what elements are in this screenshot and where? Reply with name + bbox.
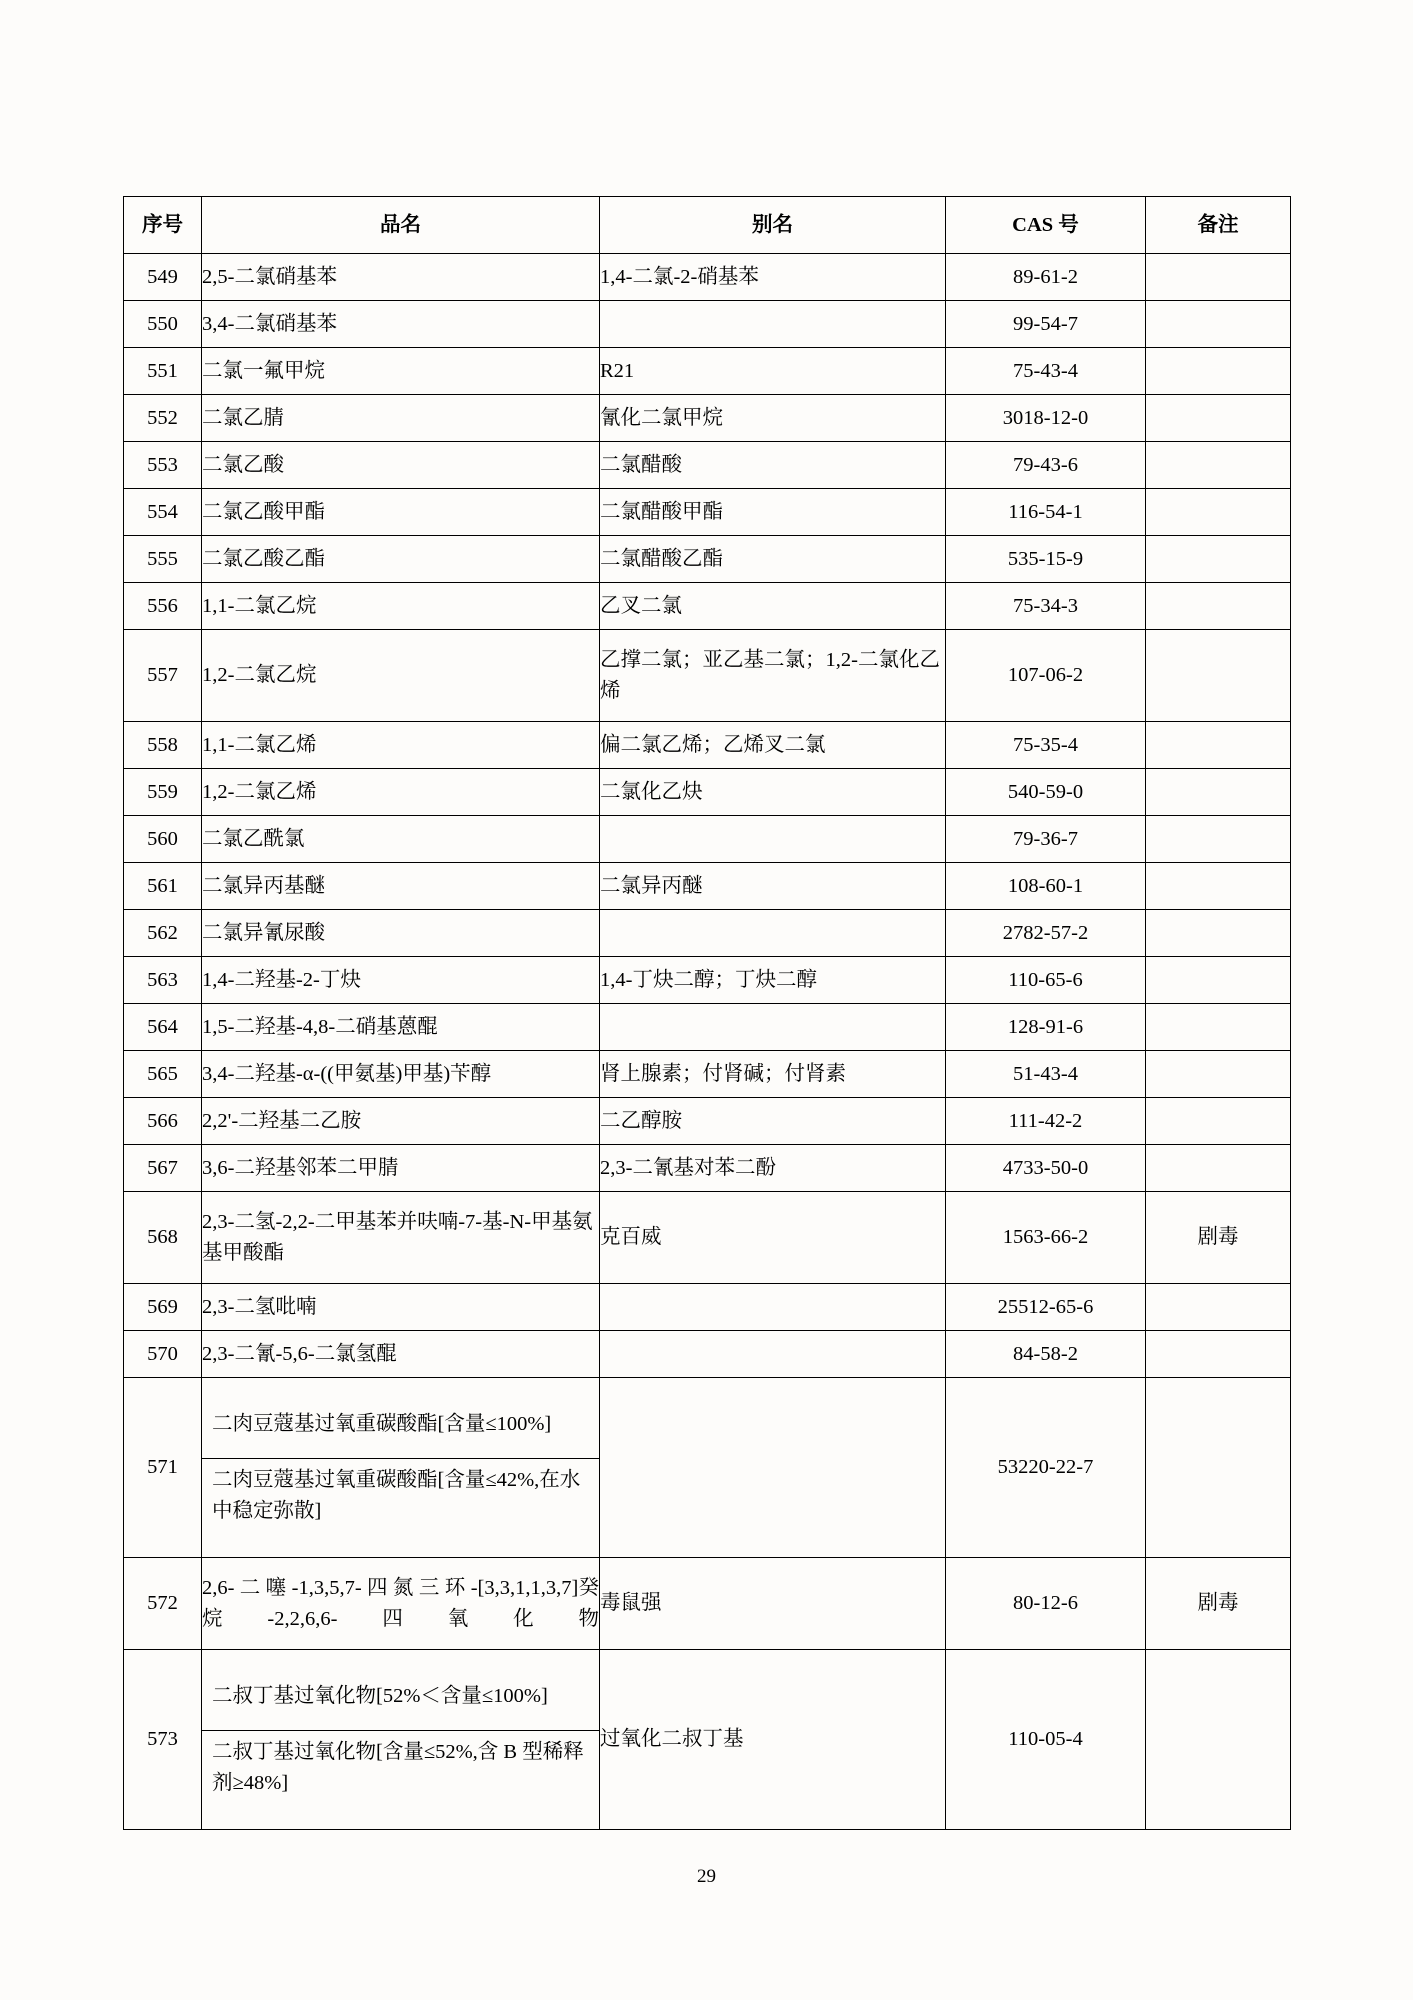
cell-alias (600, 1284, 946, 1331)
cell-note (1146, 348, 1291, 395)
cell-cas: 75-35-4 (946, 722, 1146, 769)
cell-name: 1,1-二氯乙烯 (202, 722, 600, 769)
cell-cas: 75-34-3 (946, 583, 1146, 630)
cell-note (1146, 489, 1291, 536)
cell-alias: 二乙醇胺 (600, 1098, 946, 1145)
table-row (124, 1192, 1291, 1284)
cell-cas: 80-12-6 (946, 1558, 1146, 1650)
table-row (124, 863, 1291, 910)
cell-no: 550 (124, 301, 202, 348)
cell-name: 二氯异氰尿酸 (202, 910, 600, 957)
table-row (124, 583, 1291, 630)
cell-name: 二氯乙酸 (202, 442, 600, 489)
cell-note (1146, 583, 1291, 630)
cell-note (1146, 1145, 1291, 1192)
cell-name: 1,2-二氯乙烷 (202, 630, 600, 722)
table-row (124, 630, 1291, 722)
table-header-row (124, 197, 1291, 254)
cell-note (1146, 769, 1291, 816)
column-header-name: 品名 (202, 197, 600, 254)
cell-name (202, 1650, 600, 1830)
cell-cas: 4733-50-0 (946, 1145, 1146, 1192)
cell-alias: 克百威 (600, 1192, 946, 1284)
cell-note (1146, 1098, 1291, 1145)
cell-note (1146, 442, 1291, 489)
column-header-no: 序号 (124, 197, 202, 254)
cell-no: 555 (124, 536, 202, 583)
cell-no: 558 (124, 722, 202, 769)
cell-cas: 51-43-4 (946, 1051, 1146, 1098)
cell-note (1146, 630, 1291, 722)
cell-no: 552 (124, 395, 202, 442)
cell-alias: 氰化二氯甲烷 (600, 395, 946, 442)
table-row (124, 957, 1291, 1004)
cell-alias: 二氯醋酸乙酯 (600, 536, 946, 583)
cell-alias (600, 910, 946, 957)
cell-cas: 540-59-0 (946, 769, 1146, 816)
cell-name-part: 二肉豆蔻基过氧重碳酸酯[含量≤100%] (202, 1403, 599, 1459)
cell-alias (600, 1004, 946, 1051)
table-row (124, 816, 1291, 863)
table-row (124, 254, 1291, 301)
cell-alias: 1,4-二氯-2-硝基苯 (600, 254, 946, 301)
cell-no: 551 (124, 348, 202, 395)
table-row (124, 442, 1291, 489)
table-row (124, 1051, 1291, 1098)
cell-name: 3,6-二羟基邻苯二甲腈 (202, 1145, 600, 1192)
table-row (124, 1098, 1291, 1145)
cell-name: 3,4-二羟基-α-((甲氨基)甲基)苄醇 (202, 1051, 600, 1098)
table-row (124, 722, 1291, 769)
cell-note (1146, 1331, 1291, 1378)
cell-note (1146, 957, 1291, 1004)
column-header-alias: 别名 (600, 197, 946, 254)
cell-cas: 79-43-6 (946, 442, 1146, 489)
cell-note (1146, 1378, 1291, 1558)
cell-no: 561 (124, 863, 202, 910)
cell-cas: 108-60-1 (946, 863, 1146, 910)
table-row (124, 1284, 1291, 1331)
cell-note (1146, 536, 1291, 583)
cell-cas: 79-36-7 (946, 816, 1146, 863)
page-number: 29 (697, 1866, 716, 1887)
cell-alias (600, 301, 946, 348)
cell-alias: 过氧化二叔丁基 (600, 1650, 946, 1830)
cell-note (1146, 1284, 1291, 1331)
cell-name: 1,1-二氯乙烷 (202, 583, 600, 630)
cell-alias: R21 (600, 348, 946, 395)
cell-no: 556 (124, 583, 202, 630)
cell-no: 563 (124, 957, 202, 1004)
cell-no: 568 (124, 1192, 202, 1284)
cell-note (1146, 1650, 1291, 1830)
cell-cas: 110-65-6 (946, 957, 1146, 1004)
cell-alias: 毒鼠强 (600, 1558, 946, 1650)
cell-note: 剧毒 (1146, 1192, 1291, 1284)
cell-name: 1,2-二氯乙烯 (202, 769, 600, 816)
cell-alias: 2,3-二氰基对苯二酚 (600, 1145, 946, 1192)
cell-cas: 535-15-9 (946, 536, 1146, 583)
table-row (124, 1331, 1291, 1378)
cell-name: 2,3-二氢吡喃 (202, 1284, 600, 1331)
cell-no: 560 (124, 816, 202, 863)
cell-no: 573 (124, 1650, 202, 1830)
cell-no: 559 (124, 769, 202, 816)
cell-cas: 1563-66-2 (946, 1192, 1146, 1284)
cell-cas: 107-06-2 (946, 630, 1146, 722)
cell-alias (600, 816, 946, 863)
cell-no: 553 (124, 442, 202, 489)
table-row (124, 910, 1291, 957)
cell-no: 549 (124, 254, 202, 301)
cell-note (1146, 816, 1291, 863)
table-row (124, 301, 1291, 348)
cell-cas: 116-54-1 (946, 489, 1146, 536)
cell-alias: 二氯醋酸 (600, 442, 946, 489)
cell-name: 3,4-二氯硝基苯 (202, 301, 600, 348)
cell-alias: 乙叉二氯 (600, 583, 946, 630)
cell-name: 2,6- 二 噻 -1,3,5,7- 四 氮 三 环 -[3,3,1,1,3,7]癸烷-2,2,6,6-四氧化物 (202, 1558, 600, 1650)
cell-name-part: 二叔丁基过氧化物[52%＜含量≤100%] (202, 1675, 599, 1731)
table-row (124, 769, 1291, 816)
cell-no: 565 (124, 1051, 202, 1098)
cell-cas: 84-58-2 (946, 1331, 1146, 1378)
cell-no: 566 (124, 1098, 202, 1145)
cell-note (1146, 722, 1291, 769)
cell-cas: 99-54-7 (946, 301, 1146, 348)
cell-name: 二氯乙酰氯 (202, 816, 600, 863)
cell-alias: 乙撑二氯；亚乙基二氯；1,2-二氯化乙烯 (600, 630, 946, 722)
cell-no: 567 (124, 1145, 202, 1192)
cell-cas: 111-42-2 (946, 1098, 1146, 1145)
cell-note (1146, 1051, 1291, 1098)
table-row (124, 1378, 1291, 1558)
cell-name: 1,5-二羟基-4,8-二硝基蒽醌 (202, 1004, 600, 1051)
chemical-catalog-table-wrapper (123, 196, 1290, 1830)
cell-alias (600, 1378, 946, 1558)
cell-note (1146, 863, 1291, 910)
column-header-note: 备注 (1146, 197, 1291, 254)
cell-no: 572 (124, 1558, 202, 1650)
cell-name: 2,5-二氯硝基苯 (202, 254, 600, 301)
cell-name-part: 二叔丁基过氧化物[含量≤52%,含 B 型稀释剂≥48%] (212, 1740, 584, 1794)
cell-name-part: 二肉豆蔻基过氧重碳酸酯[含量≤42%,在水中稳定弥散] (212, 1468, 581, 1522)
cell-no: 570 (124, 1331, 202, 1378)
cell-note: 剧毒 (1146, 1558, 1291, 1650)
table-row (124, 1558, 1291, 1650)
table-row (124, 1650, 1291, 1830)
cell-alias: 二氯醋酸甲酯 (600, 489, 946, 536)
cell-name: 二氯一氟甲烷 (202, 348, 600, 395)
cell-note (1146, 301, 1291, 348)
cell-name: 2,2'-二羟基二乙胺 (202, 1098, 600, 1145)
cell-alias: 二氯异丙醚 (600, 863, 946, 910)
cell-alias: 肾上腺素；付肾碱；付肾素 (600, 1051, 946, 1098)
table-row (124, 1145, 1291, 1192)
cell-name: 2,3-二氰-5,6-二氯氢醌 (202, 1331, 600, 1378)
table-row (124, 489, 1291, 536)
cell-cas: 3018-12-0 (946, 395, 1146, 442)
cell-cas: 25512-65-6 (946, 1284, 1146, 1331)
cell-cas: 53220-22-7 (946, 1378, 1146, 1558)
cell-name: 二氯异丙基醚 (202, 863, 600, 910)
cell-name: 二氯乙酸乙酯 (202, 536, 600, 583)
cell-no: 557 (124, 630, 202, 722)
cell-note (1146, 910, 1291, 957)
cell-name (202, 1378, 600, 1558)
table-row (124, 348, 1291, 395)
cell-note (1146, 254, 1291, 301)
cell-alias (600, 1331, 946, 1378)
cell-note (1146, 1004, 1291, 1051)
cell-alias: 二氯化乙炔 (600, 769, 946, 816)
cell-cas: 2782-57-2 (946, 910, 1146, 957)
cell-no: 562 (124, 910, 202, 957)
cell-name: 二氯乙酸甲酯 (202, 489, 600, 536)
cell-no: 571 (124, 1378, 202, 1558)
cell-alias: 1,4-丁炔二醇；丁炔二醇 (600, 957, 946, 1004)
cell-no: 569 (124, 1284, 202, 1331)
cell-cas: 89-61-2 (946, 254, 1146, 301)
chemical-catalog-table (123, 196, 1291, 1830)
cell-name: 2,3-二氢-2,2-二甲基苯并呋喃-7-基-N-甲基氨基甲酸酯 (202, 1192, 600, 1284)
cell-name: 1,4-二羟基-2-丁炔 (202, 957, 600, 1004)
table-row (124, 1004, 1291, 1051)
table-row (124, 395, 1291, 442)
cell-no: 554 (124, 489, 202, 536)
column-header-cas: CAS 号 (946, 197, 1146, 254)
cell-cas: 128-91-6 (946, 1004, 1146, 1051)
table-row (124, 536, 1291, 583)
cell-name: 二氯乙腈 (202, 395, 600, 442)
cell-no: 564 (124, 1004, 202, 1051)
cell-cas: 110-05-4 (946, 1650, 1146, 1830)
cell-note (1146, 395, 1291, 442)
cell-alias: 偏二氯乙烯；乙烯叉二氯 (600, 722, 946, 769)
cell-cas: 75-43-4 (946, 348, 1146, 395)
